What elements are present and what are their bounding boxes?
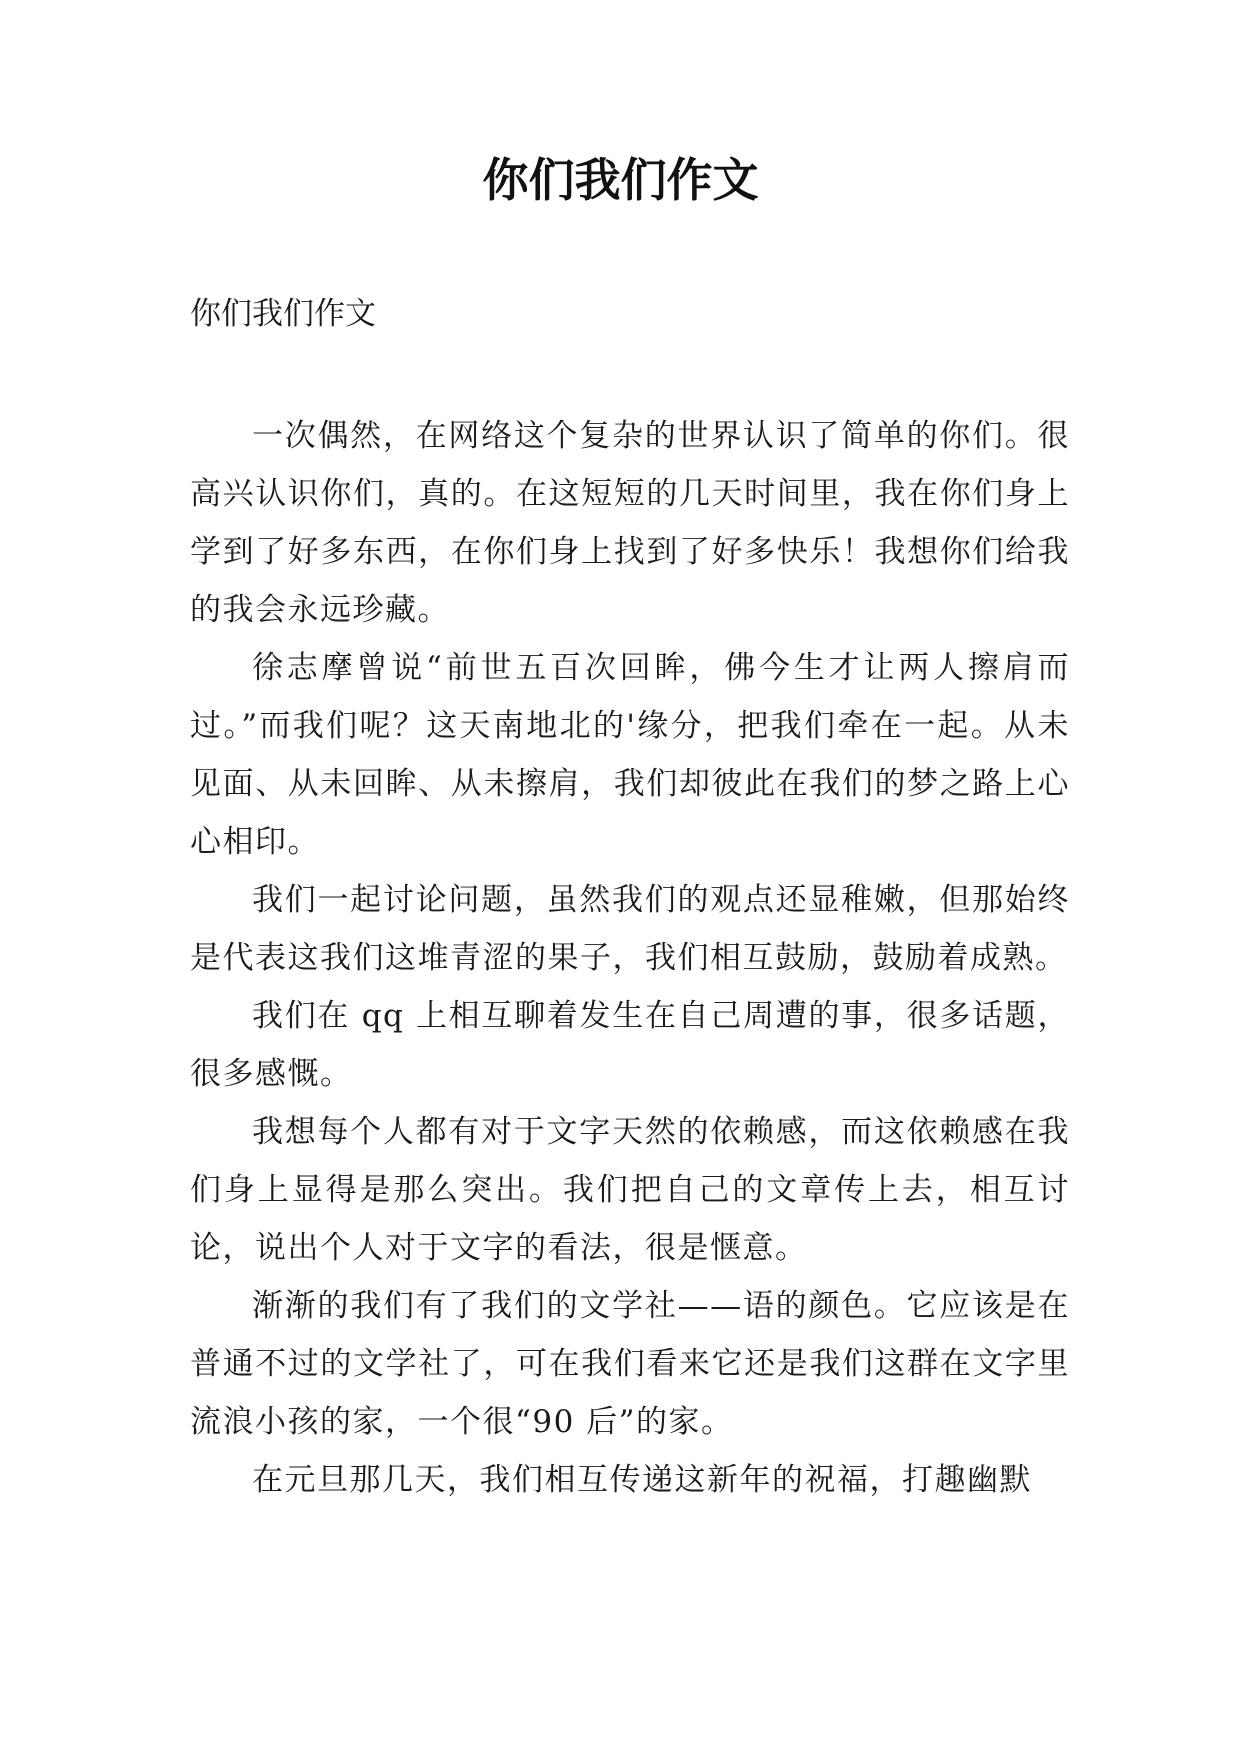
- paragraph-1: 一次偶然，在网络这个复杂的世界认识了简单的你们。很高兴认识你们，真的。在这短短的几天时间里，我在你们身上学到了好多东西，在你们身上找到了好多快乐！我想你们给我的我会永远珍藏。: [190, 418, 1070, 628]
- document-subtitle: 你们我们作文: [190, 296, 376, 332]
- paragraph-3: 我们一起讨论问题，虽然我们的观点还显稚嫩，但那始终是代表这我们这堆青涩的果子，我们相互鼓励，鼓励着成熟。: [190, 882, 1070, 976]
- document-title: 你们我们作文: [482, 153, 759, 207]
- paragraph-4: 我们在 qq 上相互聊着发生在自己周遭的事，很多话题，很多感慨。: [190, 998, 1070, 1092]
- paragraph-5: 我想每个人都有对于文字天然的依赖感，而这依赖感在我们身上显得是那么突出。我们把自己的文章传上去，相互讨论，说出个人对于文字的看法，很是惬意。: [190, 1114, 1070, 1266]
- document-body: [190, 407, 1070, 1509]
- paragraph-2: 徐志摩曾说“前世五百次回眸，佛今生才让两人擦肩而过。”而我们呢？这天南地北的'缘分，把我们牵在一起。从未见面、从未回眸、从未擦肩，我们却彼此在我们的梦之路上心心相印。: [190, 650, 1070, 860]
- paragraph-7: 在元旦那几天，我们相互传递这新年的祝福，打趣幽默: [252, 1462, 1032, 1498]
- paragraph-6: 渐渐的我们有了我们的文学社——语的颜色。它应该是在普通不过的文学社了，可在我们看来它还是我们这群在文字里流浪小孩的家，一个很“90 后”的家。: [190, 1288, 1070, 1440]
